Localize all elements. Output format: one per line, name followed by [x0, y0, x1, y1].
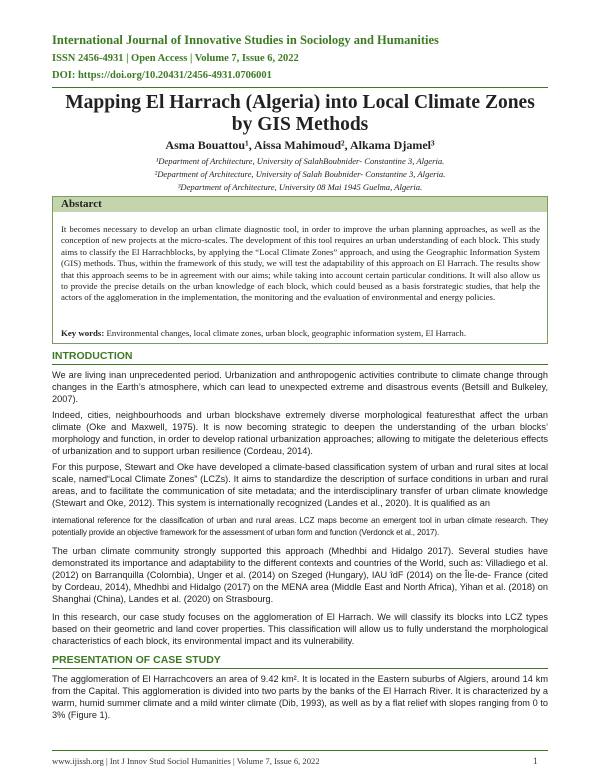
footer-rule: [52, 750, 548, 751]
keywords: [61, 328, 540, 339]
intro-paragraph-2: Indeed, cities, neighbourhoods and urban blockshave extremely diverse morphological featuresthat affect the urban climate (Oke and Maxwell, 1975). It is now becoming strategic to deepen the understanding of the urban blocks’ morphology and function, in order to develop rational urbanization approaches; allowing to mitigate the deleterious effects of urbanization and to support urban resilience (Cordeau, 2014).: [52, 410, 548, 456]
title-line-2: by GIS Methods: [231, 114, 369, 135]
affiliation-1: ¹Department of Architecture, University of SalahBoubnider- Constantine 3, Algeria.: [155, 156, 445, 166]
footer-citation: www.ijissh.org | Int J Innov Stud Sociol Humanities | Volume 7, Issue 6, 2022: [52, 756, 320, 766]
header-rule: [52, 87, 548, 88]
abstract-body: It becomes necessary to develop an urban climate diagnostic tool, in order to improve the urban planning approaches, as well as the conception of new projects at the micro-scales. The development of this tool requires an urban understanding of each block. This study aims to classify the El Harrachblocks, by applying the “Local Climate Zones” approach, and using the Geographic Information System (GIS) methods. Thus, within the framework of this study, we will test the adaptability of this approach on El Harrach. The results show that this approach seems to be in agreement with our aims; while taking into account certain particular conditions. It will also allow us to provide the precise details on the urban knowledge of each block, which could beused as a basis forstrategic studies, that help the actors of the agglomeration in the implementation, the monitoring and the evaluation of environmental and energy policies.: [61, 224, 540, 303]
title-line-1: Mapping El Harrach (Algeria) into Local Climate Zones: [65, 92, 535, 113]
case-paragraph-1: The agglomeration of El Harrachcovers an area of 9.42 km². It is located in the Eastern suburbs of Algiers, around 14 km from the Capital. This agglomeration is divided into two parts by the banks of the El Harrach River. It is characterized by a warm, humid summer climate and a mild winter climate (Dib, 1993), as well as by a flat relief with slopes ranging from 0 to 3% (Figure 1).: [52, 674, 548, 720]
author-list: Asma Bouattou¹, Aissa Mahimoud², Alkama Djamel³: [165, 138, 435, 152]
intro-paragraph-1: We are living inan unprecedented period. Urbanization and anthropogenic activities contribute to climate change through changes in the Earth’s atmosphere, which can lead to unexpected extreme and disastrous events (Betsill and Bulkeley, 2007).: [52, 370, 548, 404]
abstract-box: [52, 196, 548, 344]
section-rule: [52, 364, 548, 365]
affiliation-2: ²Department of Architecture, University of Salah Boubnider- Constantine 3, Algeria.: [154, 169, 446, 179]
journal-name: International Journal of Innovative Studies in Sociology and Humanities: [52, 33, 439, 47]
section-heading-case-study: PRESENTATION OF CASE STUDY: [52, 654, 221, 666]
intro-paragraph-3: For this purpose, Stewart and Oke have developed a climate-based classification system of urban and rural sites at local scale, named“Local Climate Zones” (LCZs). It aims to standardize the description of surface conditions in urban and rural areas, and to facilitate the communication of site metadata; and the interdisciplinary transfer of urban climate knowledge (Stewart and Oke, 2012). This system is internationally recognized (Landes et al., 2020). It is qualified as an: [52, 462, 548, 508]
abstract-heading: Abstarct: [53, 197, 547, 212]
section-rule: [52, 668, 548, 669]
keywords-label: Key words:: [61, 328, 105, 338]
affiliation-3: ³Department of Architecture, University 08 Mai 1945 Guelma, Algeria.: [177, 182, 423, 192]
issn-volume-line: ISSN 2456-4931 | Open Access | Volume 7, Issue 6, 2022: [52, 53, 299, 64]
intro-paragraph-4: The urban climate community strongly supported this approach (Mhedhbi and Hidalgo 2017). Several studies have demonstrated its importance and adaptability to the different contexts and countries of the World, such as: Villadiego et al. (2012) on Barranquilla (Colombia), Unger et al. (2014) on Szeged (Hungary), IAU îdF (2014) on the Île-de- France (cited by Cordeau, 2014), Mhedhbi and Hidalgo (2017) on the MENA area (Middle East and North Africa), Yihan et al. (2018) on Shanghai (China), Landes et al. (2020) on Strasbourg.: [52, 546, 548, 604]
intro-paragraph-3-continued: international reference for the classification of urban and rural areas. LCZ maps become an emergent tool in urban climate research. They potentially provide an objective framework for the assessment of urban form and function (Verdonck et al., 2017).: [52, 516, 548, 537]
page-number: 1: [533, 756, 538, 766]
intro-paragraph-5: In this research, our case study focuses on the agglomeration of El Harrach. We will classify its blocks into LCZ types based on their geometric and land cover properties. This classification will allow us to fully understand the morphological characteristics of each block, its environmental impact and its vulnerability.: [52, 612, 548, 646]
keywords-text: Environmental changes, local climate zones, urban block, geographic information system, El Harrach.: [106, 328, 467, 338]
doi-line: DOI: https://doi.org/10.20431/2456-4931.0706001: [52, 70, 272, 81]
section-heading-introduction: INTRODUCTION: [52, 350, 133, 362]
paper-title: [52, 92, 548, 136]
